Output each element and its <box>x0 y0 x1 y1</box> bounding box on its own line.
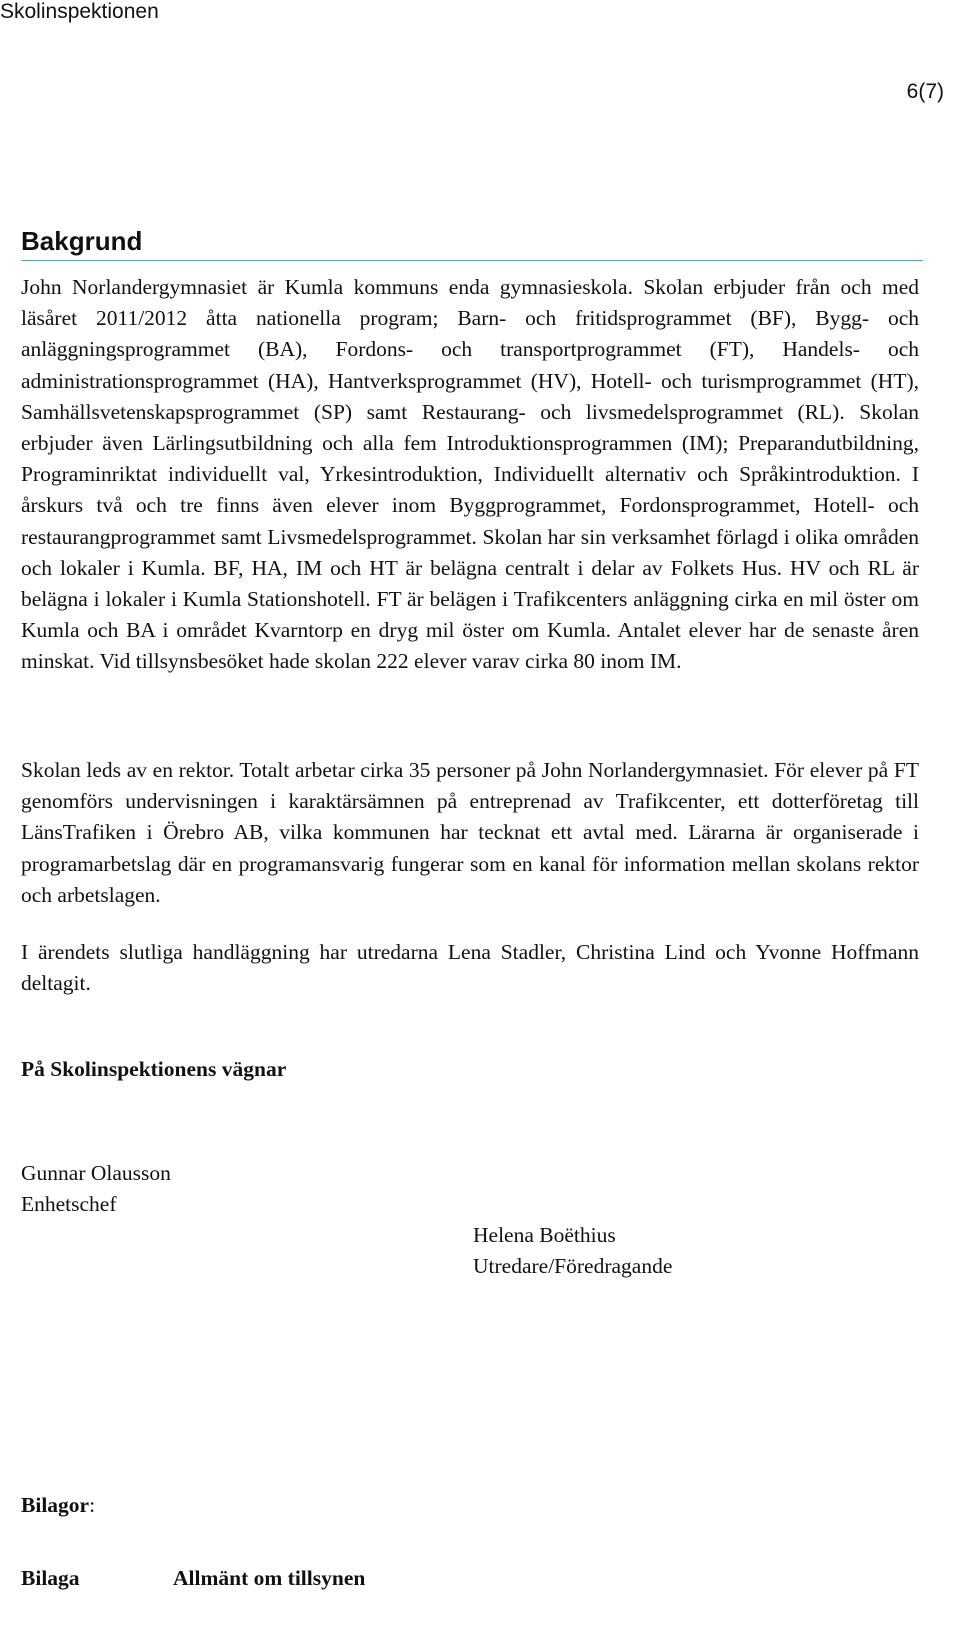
signatory-name: Helena Boëthius <box>473 1223 616 1247</box>
attachments-label-colon: : <box>89 1493 96 1517</box>
attachment-title: Allmänt om tillsynen <box>173 1566 366 1590</box>
body-paragraph: Skolan leds av en rektor. Totalt arbetar cirka 35 personer på John Norlandergymnasiet. För elever på FT genomförs undervisningen i karaktärsämnen på entreprenad av Trafikcenter, ett dotterföretag till LänsTrafiken i Örebro AB, vilka kommunen har tecknat ett avtal med. Lärarna är organiserade i programarbetslag där en programansvarig fungerar som en kanal för information mellan skolans rektor och arbetslagen. <box>21 758 919 907</box>
page-number: 6(7) <box>906 80 944 103</box>
attachments-label-text: Bilagor <box>21 1493 90 1517</box>
signatory-title: Enhetschef <box>21 1192 117 1216</box>
section-heading: Bakgrund <box>21 226 143 256</box>
signatory-name: Gunnar Olausson <box>21 1161 171 1185</box>
body-paragraph: I ärendets slutliga handläggning har utredarna Lena Stadler, Christina Lind och Yvonne Hoffmann deltagit. <box>21 940 919 996</box>
signatory-block <box>21 1158 171 1220</box>
signatory-block <box>473 1220 672 1282</box>
organization-header: Skolinspektionen <box>0 0 159 23</box>
attachments-label <box>21 1490 95 1520</box>
attachment-label: Bilaga <box>21 1566 80 1590</box>
heading-divider <box>21 260 923 261</box>
signature-heading: På Skolinspektionens vägnar <box>21 1057 287 1081</box>
body-paragraph: John Norlandergymnasiet är Kumla kommuns enda gymnasieskola. Skolan erbjuder från och med läsåret 2011/2012 åtta nationella program; Barn- och fritidsprogrammet (BF), Bygg- och anläggningsprogrammet (BA), Fordons- och transportprogrammet (FT), Handels- och administrationsprogrammet (HA), Hantverksprogrammet (HV), Hotell- och turismprogrammet (HT), Samhällsvetenskapsprogrammet (SP) samt Restaurang- och livsmedelsprogrammet (RL). Skolan erbjuder även Lärlingsutbildning och alla fem Introduktionsprogrammen (IM); Preparandutbildning, Programinriktat individuellt val, Yrkesintroduktion, Individuellt alternativ och Språkintroduktion. I årskurs två och tre finns även elever inom Byggprogrammet, Fordonsprogrammet, Hotell- och restaurangprogrammet samt Livsmedelsprogrammet. Skolan har sin verksamhet förlagd i olika områden och lokaler i Kumla. BF, HA, IM och HT är belägna centralt i delar av Folkets Hus. HV och RL är belägna i lokaler i Kumla Stationshotell. FT är belägen i Trafikcenters anläggning cirka en mil öster om Kumla och BA i området Kvarntorp en dryg mil öster om Kumla. Antalet elever har de senaste åren minskat. Vid tillsynsbesöket hade skolan 222 elever varav cirka 80 inom IM. <box>21 275 919 674</box>
attachment-item <box>21 1563 921 1593</box>
signatory-title: Utredare/Föredragande <box>473 1254 673 1278</box>
